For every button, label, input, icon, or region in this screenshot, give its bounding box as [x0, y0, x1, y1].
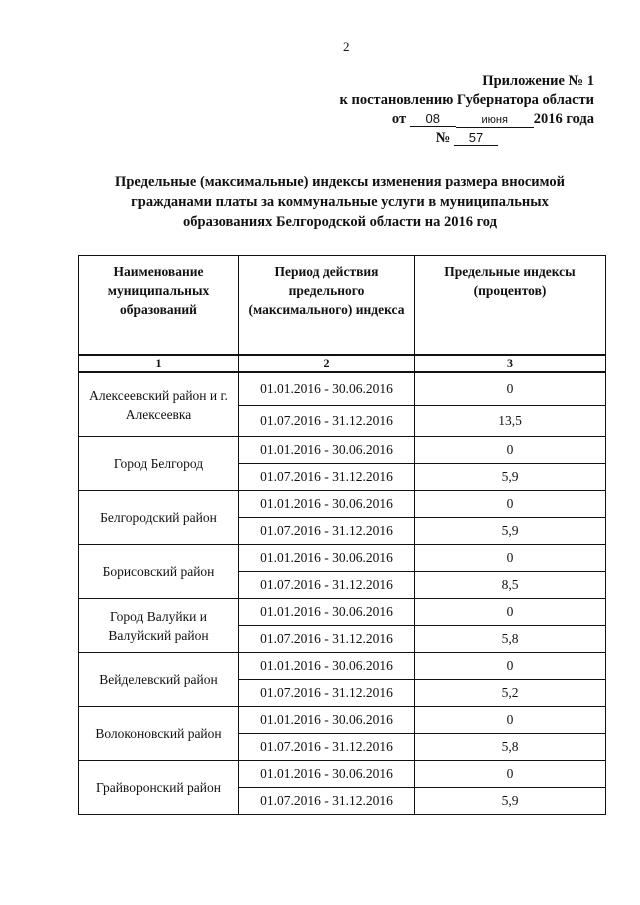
index-first-half: 0: [415, 437, 606, 464]
header-index: Предельные индексы (процентов): [415, 256, 606, 356]
index-second-half: 5,9: [415, 518, 606, 545]
header-period: Период действия предельного (максимального) индекса: [239, 256, 415, 356]
index-second-half: 5,2: [415, 680, 606, 707]
column-number-2: 2: [239, 355, 415, 372]
appendix-number: [274, 129, 594, 148]
date-day: 08: [410, 112, 456, 127]
table-row: [79, 599, 606, 626]
period-first-half: 01.01.2016 - 30.06.2016: [239, 707, 415, 734]
municipality-name: Город Валуйки и Валуйский район: [79, 599, 239, 653]
title-line-3: образованиях Белгородской области на 2016 год: [183, 214, 497, 230]
table-row: [79, 761, 606, 788]
appendix-date: [274, 110, 594, 129]
table-row: [79, 653, 606, 680]
municipality-name: Грайворонский район: [79, 761, 239, 815]
title-line-1: Предельные (максимальные) индексы изменения размера вносимой: [115, 174, 565, 190]
period-second-half: 01.07.2016 - 31.12.2016: [239, 734, 415, 761]
municipality-name: Белгородский район: [79, 491, 239, 545]
appendix-header: [274, 72, 594, 148]
period-first-half: 01.01.2016 - 30.06.2016: [239, 545, 415, 572]
index-second-half: 5,9: [415, 464, 606, 491]
period-second-half: 01.07.2016 - 31.12.2016: [239, 788, 415, 815]
document-title: [90, 172, 590, 232]
period-second-half: 01.07.2016 - 31.12.2016: [239, 464, 415, 491]
period-second-half: 01.07.2016 - 31.12.2016: [239, 680, 415, 707]
municipality-name: Волоконовский район: [79, 707, 239, 761]
municipality-name: Вейделевский район: [79, 653, 239, 707]
period-first-half: 01.01.2016 - 30.06.2016: [239, 437, 415, 464]
index-second-half: 5,8: [415, 734, 606, 761]
period-first-half: 01.01.2016 - 30.06.2016: [239, 599, 415, 626]
indices-table-container: [78, 255, 605, 815]
page-number: 2: [343, 39, 350, 54]
index-first-half: 0: [415, 707, 606, 734]
number-value: 57: [454, 131, 498, 146]
index-first-half: 0: [415, 653, 606, 680]
appendix-title: Приложение № 1: [482, 73, 594, 89]
period-first-half: 01.01.2016 - 30.06.2016: [239, 653, 415, 680]
municipality-name: Алексеевский район и г. Алексеевка: [79, 372, 239, 437]
period-first-half: 01.01.2016 - 30.06.2016: [239, 761, 415, 788]
index-first-half: 0: [415, 545, 606, 572]
municipality-name: Борисовский район: [79, 545, 239, 599]
index-second-half: 13,5: [415, 406, 606, 437]
period-second-half: 01.07.2016 - 31.12.2016: [239, 626, 415, 653]
period-second-half: 01.07.2016 - 31.12.2016: [239, 518, 415, 545]
date-prefix: от: [391, 111, 407, 127]
municipality-name: Город Белгород: [79, 437, 239, 491]
period-second-half: 01.07.2016 - 31.12.2016: [239, 572, 415, 599]
index-second-half: 8,5: [415, 572, 606, 599]
header-municipality: Наименование муниципальных образований: [79, 256, 239, 356]
appendix-subtitle: к постановлению Губернатора области: [339, 92, 594, 108]
index-second-half: 5,8: [415, 626, 606, 653]
index-first-half: 0: [415, 491, 606, 518]
column-number-3: 3: [415, 355, 606, 372]
index-first-half: 0: [415, 761, 606, 788]
date-month: июня: [456, 113, 534, 128]
index-first-half: 0: [415, 372, 606, 406]
index-first-half: 0: [415, 599, 606, 626]
period-second-half: 01.07.2016 - 31.12.2016: [239, 406, 415, 437]
period-first-half: 01.01.2016 - 30.06.2016: [239, 491, 415, 518]
period-first-half: 01.01.2016 - 30.06.2016: [239, 372, 415, 406]
indices-table: [78, 255, 606, 815]
table-row: [79, 545, 606, 572]
table-row: [79, 707, 606, 734]
table-row: [79, 372, 606, 406]
title-line-2: гражданами платы за коммунальные услуги в муниципальных: [131, 194, 549, 210]
table-header-row: [79, 256, 606, 356]
index-second-half: 5,9: [415, 788, 606, 815]
table-row: [79, 437, 606, 464]
date-year: 2016 года: [533, 111, 594, 127]
column-number-row: [79, 355, 606, 372]
table-row: [79, 491, 606, 518]
number-prefix: №: [435, 130, 451, 146]
column-number-1: 1: [79, 355, 239, 372]
